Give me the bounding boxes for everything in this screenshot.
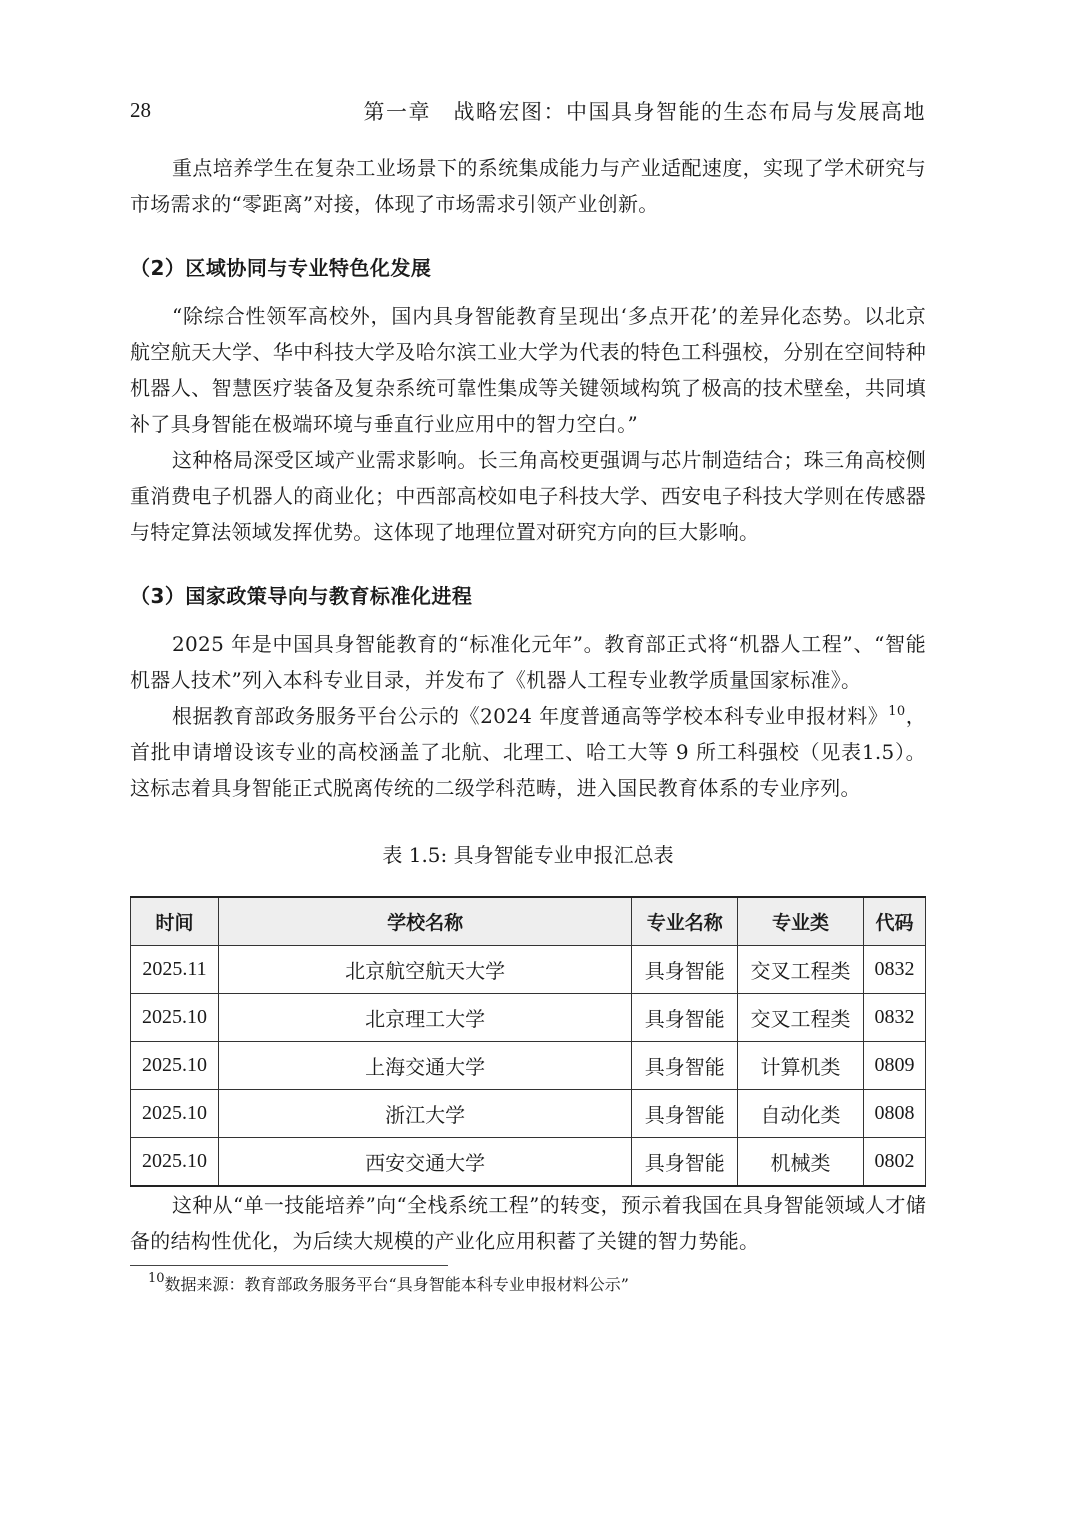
cell-major: 具身智能 — [632, 1138, 738, 1187]
table-row — [131, 994, 926, 1042]
footnote — [130, 1271, 926, 1296]
page-number: 28 — [130, 98, 151, 122]
paragraph-application-part1: 根据教育部政务服务平台公示的《2024 年度普通高等学校本科专业申报材料》 — [172, 704, 889, 728]
cell-code: 0832 — [863, 946, 925, 994]
cell-category: 机械类 — [738, 1138, 864, 1187]
paragraph-application-part2: ，首批申请增设该专业的高校涵盖了北航、北理工、哈工大等 9 所工科强校（见表1.5）。这标志着具身智能正式脱离传统的二级学科范畴，进入国民教育体系的专业序列。 — [130, 704, 926, 800]
cell-code: 0809 — [863, 1042, 925, 1090]
cell-time: 2025.10 — [131, 1138, 219, 1187]
cell-time: 2025.10 — [131, 994, 219, 1042]
section-heading-3: （3）国家政策导向与教育标准化进程 — [130, 584, 473, 608]
table-row — [131, 946, 926, 994]
cell-school: 北京航空航天大学 — [218, 946, 631, 994]
section-heading-2: （2）区域协同与专业特色化发展 — [130, 256, 432, 280]
header-category: 专业类 — [738, 897, 864, 946]
footnote-divider — [130, 1265, 448, 1266]
page-content — [130, 150, 926, 1296]
cell-time: 2025.10 — [131, 1042, 219, 1090]
cell-major: 具身智能 — [632, 946, 738, 994]
table-header-row — [131, 897, 926, 946]
cell-code: 0808 — [863, 1090, 925, 1138]
footnote-ref[interactable]: 10 — [888, 704, 906, 719]
cell-major: 具身智能 — [632, 994, 738, 1042]
cell-category: 自动化类 — [738, 1090, 864, 1138]
cell-time: 2025.10 — [131, 1090, 219, 1138]
cell-school: 北京理工大学 — [218, 994, 631, 1042]
table-caption: 表 1.5: 具身智能专业申报汇总表 — [382, 843, 674, 867]
cell-school: 浙江大学 — [218, 1090, 631, 1138]
header-code: 代码 — [863, 897, 925, 946]
cell-major: 具身智能 — [632, 1042, 738, 1090]
cell-code: 0832 — [863, 994, 925, 1042]
header-major: 专业名称 — [632, 897, 738, 946]
header-time: 时间 — [131, 897, 219, 946]
running-title: 第一章 战略宏图：中国具身智能的生态布局与发展高地 — [363, 100, 926, 124]
cell-school: 西安交通大学 — [218, 1138, 631, 1187]
footnote-number: 10 — [148, 1271, 165, 1286]
paragraph-quote: “除综合性领军高校外，国内具身智能教育呈现出‘多点开花’的差异化态势。以北京航空航天大学、华中科技大学及哈尔滨工业大学为代表的特色工科强校，分别在空间特种机器人、智慧医疗装备及复杂系统可靠性集成等关键领域构筑了极高的技术壁垒，共同填补了具身智能在极端环境与垂直行业应用中的智力空白。” — [130, 304, 926, 436]
paragraph-policy: 2025 年是中国具身智能教育的“标准化元年”。教育部正式将“机器人工程”、“智能机器人技术”列入本科专业目录，并发布了《机器人工程专业教学质量国家标准》。 — [130, 632, 926, 692]
cell-code: 0802 — [863, 1138, 925, 1187]
table-row — [131, 1042, 926, 1090]
cell-category: 计算机类 — [738, 1042, 864, 1090]
footnote-text: 数据来源：教育部政务服务平台“具身智能本科专业申报材料公示” — [164, 1275, 629, 1294]
cell-major: 具身智能 — [632, 1090, 738, 1138]
cell-category: 交叉工程类 — [738, 946, 864, 994]
table-row — [131, 1090, 926, 1138]
cell-time: 2025.11 — [131, 946, 219, 994]
paragraph-regional: 这种格局深受区域产业需求影响。长三角高校更强调与芯片制造结合；珠三角高校侧重消费电子机器人的商业化；中西部高校如电子科技大学、西安电子科技大学则在传感器与特定算法领域发挥优势。这体现了地理位置对研究方向的巨大影响。 — [130, 448, 926, 544]
header-school: 学校名称 — [218, 897, 631, 946]
paragraph-continuation: 重点培养学生在复杂工业场景下的系统集成能力与产业适配速度，实现了学术研究与市场需求的“零距离”对接，体现了市场需求引领产业创新。 — [130, 156, 926, 216]
cell-category: 交叉工程类 — [738, 994, 864, 1042]
paragraph-application — [130, 698, 926, 806]
summary-table — [130, 896, 926, 1187]
paragraph-conclusion: 这种从“单一技能培养”向“全栈系统工程”的转变，预示着我国在具身智能领域人才储备的结构性优化，为后续大规模的产业化应用积蓄了关键的智力势能。 — [130, 1193, 926, 1253]
cell-school: 上海交通大学 — [218, 1042, 631, 1090]
table-row — [131, 1138, 926, 1187]
